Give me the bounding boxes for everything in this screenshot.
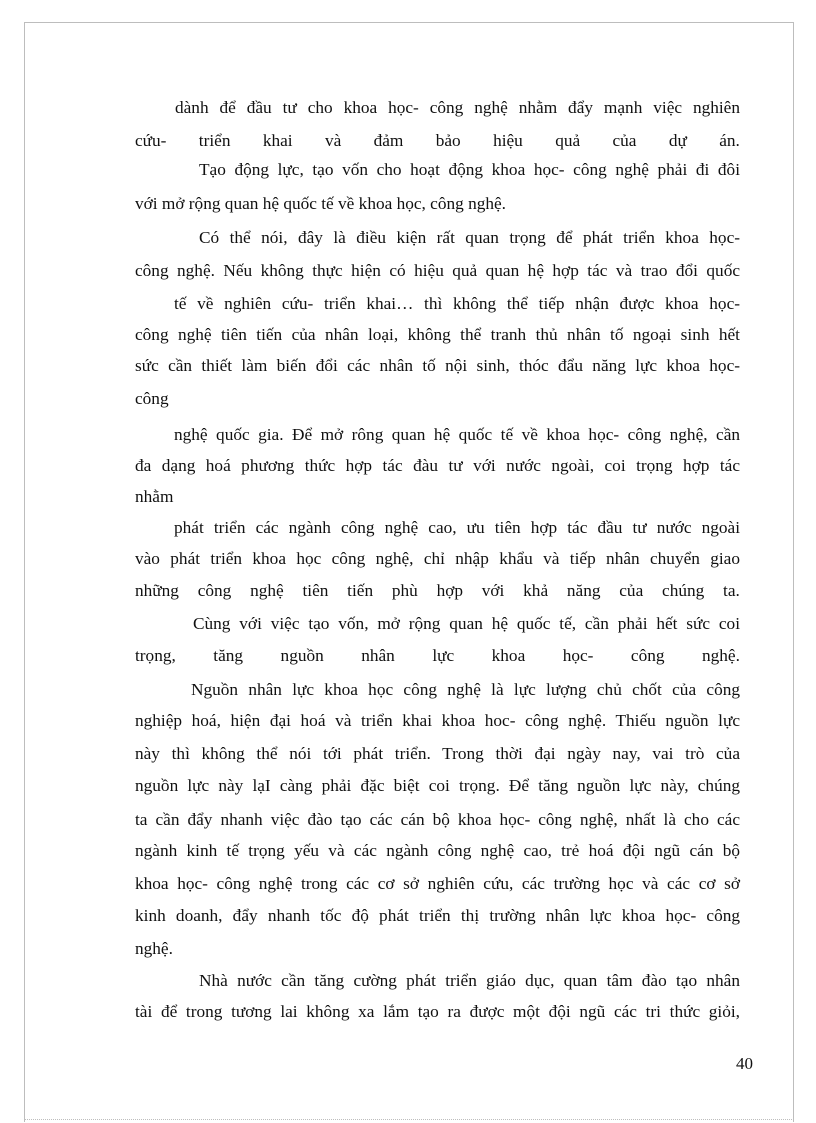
text-line-content: phát triển các ngành công nghệ cao, ưu tiên hợp tác đầu tư nước ngoài	[174, 518, 740, 537]
text-word: bảo	[435, 131, 461, 150]
text-word: triển	[198, 131, 231, 150]
text-line-content: nguồn lực này lạI càng phải đặc biệt coi trọng. Để tăng nguồn lực này, chúng	[135, 776, 740, 795]
text-word: đảm	[373, 131, 404, 150]
text-word: khoa	[491, 646, 526, 665]
text-line-content: Nguồn nhân lực khoa học công nghệ là lực lượng chủ chốt của công	[191, 680, 740, 699]
text-word: tiến	[347, 581, 374, 600]
text-word: năng	[566, 581, 601, 600]
text-word: tăng	[213, 646, 244, 665]
text-word: của	[612, 131, 637, 150]
text-line-content: khoa học- công nghệ trong các cơ sở nghiên cứu, các trường học và các cơ sở	[135, 874, 740, 893]
text-word: án.	[719, 131, 740, 150]
text-line-content: Cùng với việc tạo vốn, mở rộng quan hệ quốc tế, cần phải hết sức coi	[193, 614, 740, 633]
text-line-content: với mở rộng quan hệ quốc tế về khoa học, công nghệ.	[135, 194, 507, 213]
text-line-content: nhằm	[135, 487, 174, 506]
text-line-content: công	[135, 389, 169, 408]
text-line-content: vào phát triển khoa học công nghệ, chỉ nhập khẩu và tiếp nhân chuyển giao	[135, 549, 740, 568]
text-line-content: dành để đầu tư cho khoa học- công nghệ nhằm đẩy mạnh việc nghiên	[175, 98, 740, 117]
text-word: trọng,	[135, 646, 176, 665]
text-word: khả	[523, 581, 549, 600]
text-word: của	[619, 581, 644, 600]
page-bottom-divider	[24, 1119, 794, 1120]
text-word: lực	[432, 646, 455, 665]
text-line-content: đa dạng hoá phương thức hợp tác đàu tư với nước ngoài, coi trọng hợp tác	[135, 456, 740, 475]
text-line-content: tài để trong tương lai không xa lắm tạo ra được một đội ngũ các tri thức giỏi,	[135, 1002, 740, 1021]
text-line-content: tế về nghiên cứu- triển khai… thì không thể tiếp nhận được khoa học-	[174, 294, 740, 313]
text-line-content: Có thể nói, đây là điều kiện rất quan trọng để phát triển khoa học-	[199, 228, 740, 247]
text-word: tiên	[302, 581, 329, 600]
text-line-content	[135, 646, 740, 666]
text-line-content: kinh doanh, đẩy nhanh tốc độ phát triển thị trường nhân lực khoa học- công	[135, 906, 740, 925]
text-line-content: ngành kinh tế trọng yếu và các ngành công nghệ cao, trẻ hoá đội ngũ cán bộ	[135, 841, 740, 860]
text-word: công	[630, 646, 665, 665]
text-word: công	[197, 581, 232, 600]
text-word: hiệu	[493, 131, 523, 150]
text-line-content: công nghệ. Nếu không thực hiện có hiệu quả quan hệ hợp tác và trao đổi quốc	[135, 261, 740, 280]
text-line-content: sức cần thiết làm biến đổi các nhân tố nội sinh, thóc đẩu năng lực khoa học-	[135, 356, 740, 375]
text-word: nhân	[361, 646, 395, 665]
text-word: nghệ	[250, 581, 284, 600]
text-line-content	[135, 581, 740, 601]
text-line-content	[135, 131, 740, 151]
text-line-content: này thì không thể nói tới phát triển. Trong thời đại ngày nay, vai trò của	[135, 744, 740, 763]
page-number: 40	[736, 1054, 753, 1073]
text-line-content: nghệ.	[135, 939, 173, 958]
text-word: khai	[262, 131, 293, 150]
text-word: và	[324, 131, 342, 150]
text-line-content: nghiệp hoá, hiện đại hoá và triển khai khoa hoc- công nghệ. Thiếu nguồn lực	[135, 711, 740, 730]
text-word: chúng	[662, 581, 705, 600]
text-line-content: Tạo động lực, tạo vốn cho hoạt động khoa học- công nghệ phải đi đôi	[199, 160, 740, 179]
text-word: dự	[668, 131, 687, 150]
text-word: với	[481, 581, 505, 600]
text-word: nghệ.	[702, 646, 740, 665]
text-line-content: ta cần đẩy nhanh việc đào tạo các cán bộ khoa học- công nghệ, nhất là cho các	[135, 810, 740, 829]
text-line-content: công nghệ tiên tiến của nhân loại, không thể tranh thủ nhân tố ngoại sinh hết	[135, 325, 740, 344]
text-word: học-	[562, 646, 594, 665]
text-word: quả	[555, 131, 581, 150]
text-word: những	[135, 581, 179, 600]
text-word: phù	[391, 581, 418, 600]
text-line-content: nghệ quốc gia. Để mở rông quan hệ quốc tế về khoa học- công nghệ, cần	[174, 425, 740, 444]
text-word: hợp	[436, 581, 463, 600]
text-word: nguồn	[280, 646, 324, 665]
text-line-content: Nhà nước cần tăng cường phát triển giáo dục, quan tâm đào tạo nhân	[199, 971, 740, 990]
text-word: ta.	[723, 581, 740, 600]
text-word: cứu-	[135, 131, 167, 150]
